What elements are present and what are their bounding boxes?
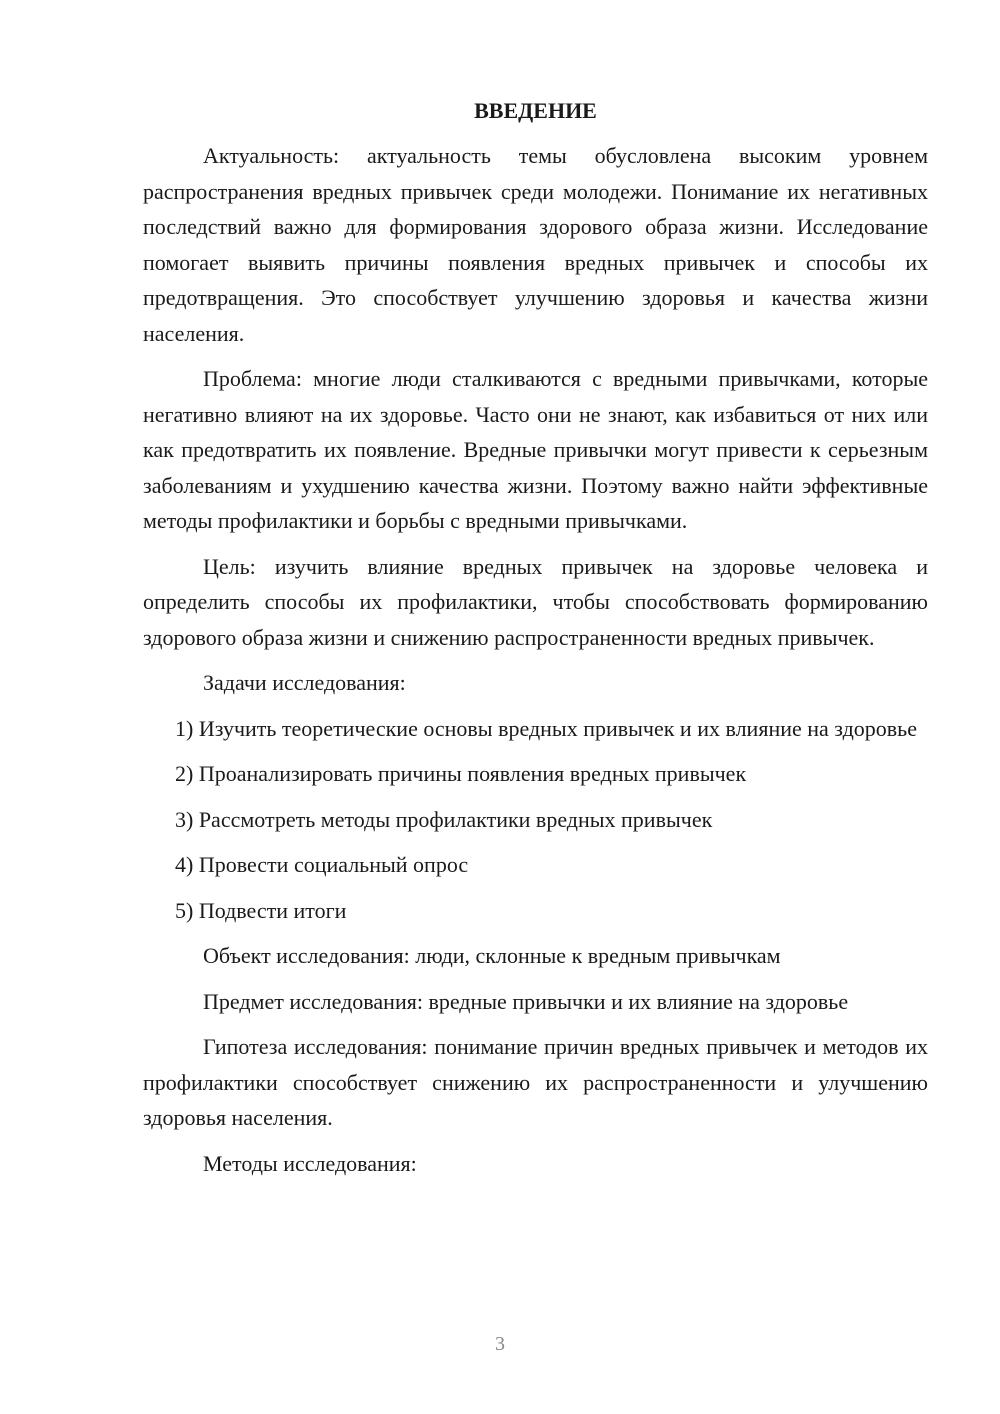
paragraph-subject: Предмет исследования: вредные привычки и их влияние на здоровье bbox=[203, 988, 849, 1014]
paragraph-goal: Цель: изучить влияние вредных привычек на здоровье человека и определить способы их профилактики, чтобы способствовать формированию здорового образа жизни и снижению распространенности вредных привычек. bbox=[143, 553, 928, 650]
paragraph-hypothesis: Гипотеза исследования: понимание причин вредных привычек и методов их профилактики способствует снижению их распространенности и улучшению здоровья населения. bbox=[143, 1034, 928, 1130]
tasks-heading: Задачи исследования: bbox=[203, 670, 406, 695]
page-body bbox=[143, 93, 928, 1191]
list-item-task-5: 5) Подвести итоги bbox=[175, 897, 347, 923]
page-title: ВВЕДЕНИЕ bbox=[474, 98, 597, 123]
paragraph-methods: Методы исследования: bbox=[203, 1150, 417, 1176]
page-number: 3 bbox=[495, 1333, 505, 1355]
paragraph-object: Объект исследования: люди, склонные к вредным привычкам bbox=[203, 943, 781, 968]
list-item-task-4: 4) Провести социальный опрос bbox=[175, 852, 469, 877]
list-item-task-3: 3) Рассмотреть методы профилактики вредных привычек bbox=[175, 806, 713, 832]
paragraph-relevance: Актуальность: актуальность темы обусловлена высоким уровнем распространения вредных привычек среди молодежи. Понимание их негативных последствий важно для формирования здорового образа жизни. Исследование помогает выявить причины появления вредных привычек и способы их предотвращения. Это способствует улучшению здоровья и качества жизни населения. bbox=[143, 143, 928, 346]
paragraph-problem: Проблема: многие люди сталкиваются с вредными привычками, которые негативно влияют на их здоровье. Часто они не знают, как избавиться от них или как предотвратить их появление. Вредные привычки могут привести к серьезным заболеваниям и ухудшению качества жизни. Поэтому важно найти эффективные методы профилактики и борьбы с вредными привычками. bbox=[143, 366, 928, 533]
list-item-task-1: 1) Изучить теоретические основы вредных привычек и их влияние на здоровье bbox=[175, 715, 917, 741]
list-item-task-2: 2) Проанализировать причины появления вредных привычек bbox=[175, 761, 747, 786]
